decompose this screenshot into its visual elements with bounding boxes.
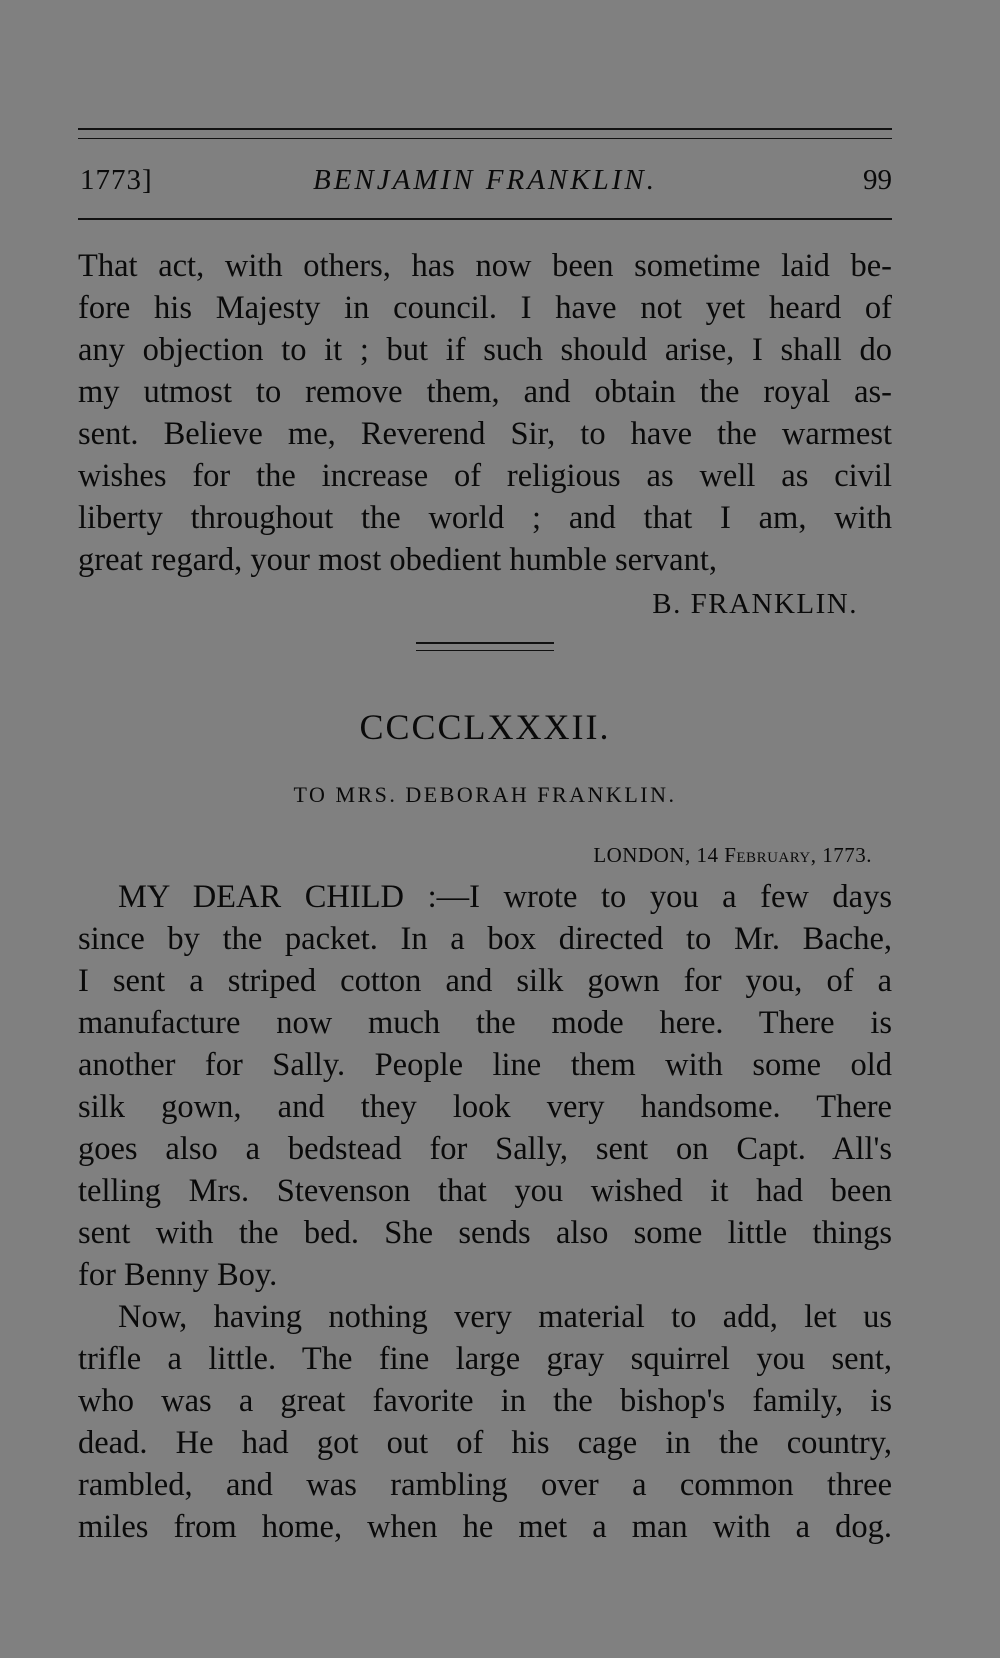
text-line: liberty throughout the world ; and that I am, with [78,500,892,536]
header-title: BENJAMIN FRANKLIN. [313,164,657,196]
text-line: wishes for the increase of religious as well as civil [78,458,892,494]
text-line: That act, with others, has now been sometime laid be- [78,248,892,284]
text-line: since by the packet. In a box directed to Mr. Bache, [78,921,892,957]
header-year: 1773] [80,164,153,196]
text-line: another for Sally. People line them with some old [78,1047,892,1083]
text-line: I sent a striped cotton and silk gown for you, of a [78,963,892,999]
text-line: sent with the bed. She sends also some little things [78,1215,892,1251]
text-line [78,876,892,918]
first-line-rest: —I wrote to you a few days [436,879,892,915]
letter-dateline: LONDON, 14 February, 1773. [593,843,872,867]
text-line: manufacture now much the mode here. There is [78,1005,892,1041]
text-line: my utmost to remove them, and obtain the royal as- [78,374,892,410]
header-rule [78,218,892,220]
text-line: silk gown, and they look very handsome. There [78,1089,892,1125]
letter-paragraph-1 [78,876,892,1296]
letter-paragraph-2 [78,1296,892,1548]
section-separator-top [416,642,554,644]
top-rule-inner [78,138,892,139]
running-header [78,164,892,204]
text-line: miles from home, when he met a man with a dog. [78,1509,892,1545]
section-separator-bottom [416,650,554,651]
page-number: 99 [863,164,892,196]
salutation: MY DEAR CHILD : [118,879,437,915]
book-page [78,0,892,1658]
text-line: Now, having nothing very material to add, let us [118,1299,892,1335]
letter-number: CCCCLXXXII. [359,707,611,747]
text-line: dead. He had got out of his cage in the country, [78,1425,892,1461]
text-line: for Benny Boy. [78,1257,278,1293]
letter-addressee: TO MRS. DEBORAH FRANKLIN. [293,782,677,807]
text-line: sent. Believe me, Reverend Sir, to have the warmest [78,416,892,452]
text-line: trifle a little. The fine large gray squirrel you sent, [78,1341,892,1377]
text-line: great regard, your most obedient humble servant, [78,542,717,578]
text-line: fore his Majesty in council. I have not yet heard of [78,290,892,326]
continued-letter-text [78,245,892,581]
text-line: who was a great favorite in the bishop's family, is [78,1383,892,1419]
text-line: any objection to it ; but if such should arise, I shall do [78,332,892,368]
text-line: telling Mrs. Stevenson that you wished it had been [78,1173,892,1209]
text-line: goes also a bedstead for Sally, sent on Capt. All's [78,1131,892,1167]
signature: B. FRANKLIN. [652,588,858,620]
text-line: rambled, and was rambling over a common three [78,1467,892,1503]
top-rule [78,128,892,130]
